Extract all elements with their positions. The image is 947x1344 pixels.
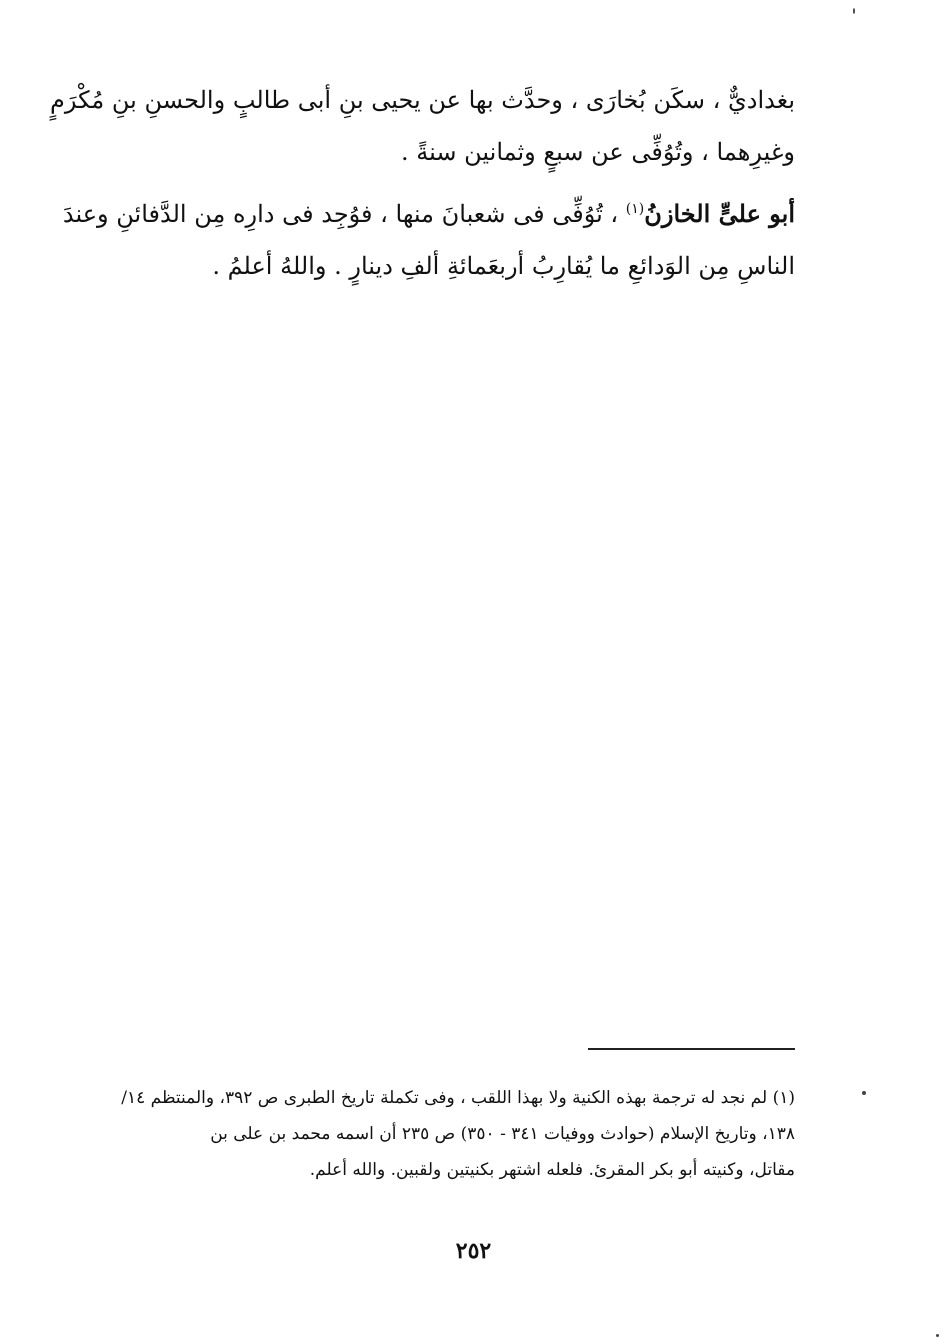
footnote-line: مقاتل، وكنيته أبو بكر المقرئ. فلعله اشتهر بكنيتين ولقبين. والله أعلم. bbox=[309, 1160, 795, 1180]
paragraph-line: الناسِ مِن الوَدائعِ ما يُقارِبُ أربعَمائةِ ألفِ دينارٍ . واللهُ أعلمُ . bbox=[212, 252, 795, 280]
paragraph-baghdadi bbox=[50, 74, 795, 178]
scan-speck bbox=[936, 1334, 939, 1337]
entry-name: أبو علىٍّ الخازنُ bbox=[644, 199, 795, 228]
footnote bbox=[78, 1080, 795, 1188]
paragraph-line bbox=[62, 188, 795, 240]
page-number: ٢٥٢ bbox=[455, 1238, 492, 1264]
paragraph-line: بغداديٌّ ، سكَن بُخارَى ، وحدَّث بها عن يحيى بنِ أبى طالبٍ والحسنِ بنِ مُكْرَمٍ bbox=[50, 86, 795, 114]
scan-speck bbox=[862, 1091, 866, 1095]
scan-speck bbox=[853, 8, 855, 14]
footnote-divider bbox=[588, 1048, 795, 1050]
paragraph-abu-ali-al-khazin bbox=[62, 188, 795, 292]
paragraph-line-rest: ، تُوُفِّى فى شعبانَ منها ، فوُجِد فى دارِه مِن الدَّفائنِ وعندَ bbox=[62, 200, 626, 228]
footnote-line: ١٣٨، وتاريخ الإسلام (حوادث ووفيات ٣٤١ - ٣٥٠) ص ٢٣٥ أن اسمه محمد بن على بن bbox=[210, 1124, 795, 1144]
footnote-line: (١) لم نجد له ترجمة بهذه الكنية ولا بهذا اللقب ، وفى تكملة تاريخ الطبرى ص ٣٩٢، والمنتظم ١٤/ bbox=[121, 1088, 795, 1108]
paragraph-line: وغيرِهما ، وتُوُفِّى عن سبعٍ وثمانين سنةً . bbox=[401, 138, 795, 166]
footnote-reference: (١) bbox=[625, 201, 645, 217]
